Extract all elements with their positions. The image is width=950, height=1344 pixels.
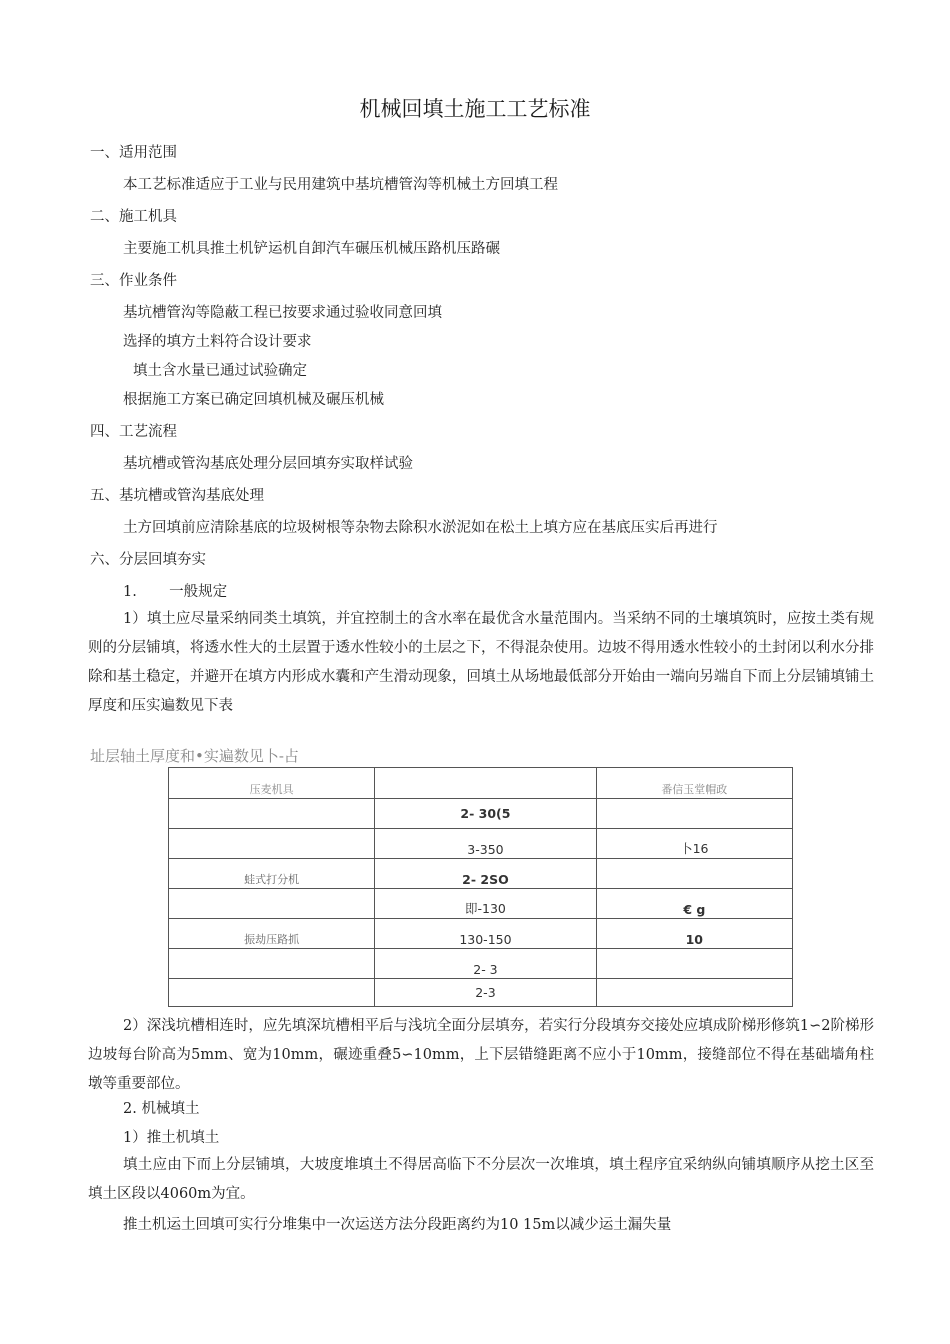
table-header-cell: 压麦机具 — [169, 768, 375, 799]
section-1-heading: 一、适用范围 — [90, 145, 177, 161]
section-3-item: 根据施工方案已确定回填机械及碾压机械 — [123, 392, 384, 408]
table-cell: 10 — [596, 919, 792, 949]
section-5-heading: 五、基坑槽或管沟基底处理 — [90, 488, 264, 504]
table-row — [169, 949, 793, 979]
table-header-cell — [375, 768, 596, 799]
paragraph-bulldozer-2: 推土机运土回填可实行分堆集中一次运送方法分段距离约为10 15m以减少运土漏失量 — [123, 1217, 672, 1233]
section-1-body: 本工艺标准适应于工业与民用建筑中基坑槽管沟等机械土方回填工程 — [123, 177, 558, 193]
table-cell: 130-150 — [375, 919, 596, 949]
table-row — [169, 829, 793, 859]
paragraph-bulldozer-1: 填土应由下而上分层铺填，大坡度堆填土不得居高临下不分层次一次堆填，填土程序宜采纳纵向铺填顺序从挖土区至填土区段以4060m为宜。 — [88, 1157, 874, 1202]
table-cell: 即-130 — [375, 889, 596, 919]
paragraph-rule-1: 1）填土应尽量采纳同类土填筑，并宜控制土的含水率在最优含水量范围内。当采纳不同的土壤填筑时，应按土类有规则的分层铺填，将透水性大的土层置于透水性较小的土层之下，不得混杂使用。边坡不得用透水性较小的土封闭以利水分排除和基土稳定，并避开在填方内形成水囊和产生滑动现象，回填土从场地最低部分开始由一端向另端自下而上分层铺填铺土厚度和压实遍数见下表 — [88, 611, 874, 714]
section-2-heading: 二、施工机具 — [90, 209, 177, 225]
table-cell: 2- 3 — [375, 949, 596, 979]
document-title: 机械回填土施工工艺标准 — [359, 97, 591, 121]
table-cell — [596, 979, 792, 1007]
section-2-body: 主要施工机具推土机铲运机自卸汽车碾压机械压路机压路碾 — [123, 241, 500, 257]
section-3-item: 选择的填方土料符合设计要求 — [123, 334, 312, 350]
section-5-body: 土方回填前应清除基底的垃圾树根等杂物去除积水淤泥如在松土上填方应在基底压实后再进行 — [123, 520, 718, 536]
section-4-heading: 四、工艺流程 — [90, 424, 177, 440]
table-cell: 3-350 — [375, 829, 596, 859]
table-cell — [169, 799, 375, 829]
table-cell — [169, 949, 375, 979]
table-cell — [596, 799, 792, 829]
table-caption: 址层轴土厚度和•实遍数见卜-占 — [90, 747, 299, 765]
table-header-cell: 番信玉堂帽政 — [596, 768, 792, 799]
table-row — [169, 859, 793, 889]
section-4-body: 基坑槽或管沟基底处理分层回填夯实取样试验 — [123, 456, 413, 472]
table-cell: 振劫压路抓 — [169, 919, 375, 949]
table-cell: 卜16 — [596, 829, 792, 859]
table-cell: 2- 30(5 — [375, 799, 596, 829]
table-cell: € g — [596, 889, 792, 919]
section-3-item: 基坑槽管沟等隐蔽工程已按要求通过验收同意回填 — [123, 305, 442, 321]
table-header-row — [169, 768, 793, 799]
section-3-heading: 三、作业条件 — [90, 273, 177, 289]
table-row — [169, 979, 793, 1007]
table-cell — [169, 979, 375, 1007]
subsection-mechanical-fill: 2. 机械填土 — [123, 1101, 200, 1117]
table-cell — [169, 889, 375, 919]
table-cell: 蛙式打分机 — [169, 859, 375, 889]
table-cell — [596, 949, 792, 979]
table-cell: 2-3 — [375, 979, 596, 1007]
table-row — [169, 919, 793, 949]
compaction-table — [168, 767, 793, 1007]
table-cell — [596, 859, 792, 889]
paragraph-rule-2: 2）深浅坑槽相连时，应先填深坑槽相平后与浅坑全面分层填夯，若实行分段填夯交接处应填成阶梯形修筑1∽2阶梯形边坡每台阶高为5mm、宽为10mm，碾迹重叠5∽10mm，上下层错缝距离不应小于10mm，接缝部位不得在基础墙角柱墩等重要部位。 — [88, 1018, 874, 1092]
section-3-item: 填土含水量已通过试验确定 — [133, 363, 307, 379]
subsection-bulldozer-fill: 1）推土机填土 — [123, 1130, 220, 1146]
table-cell — [169, 829, 375, 859]
table-cell: 2- 2SO — [375, 859, 596, 889]
section-6-heading: 六、分层回填夯实 — [90, 552, 206, 568]
table-row — [169, 799, 793, 829]
subsection-general-rules: 1. 一般规定 — [123, 584, 228, 600]
table-row — [169, 889, 793, 919]
